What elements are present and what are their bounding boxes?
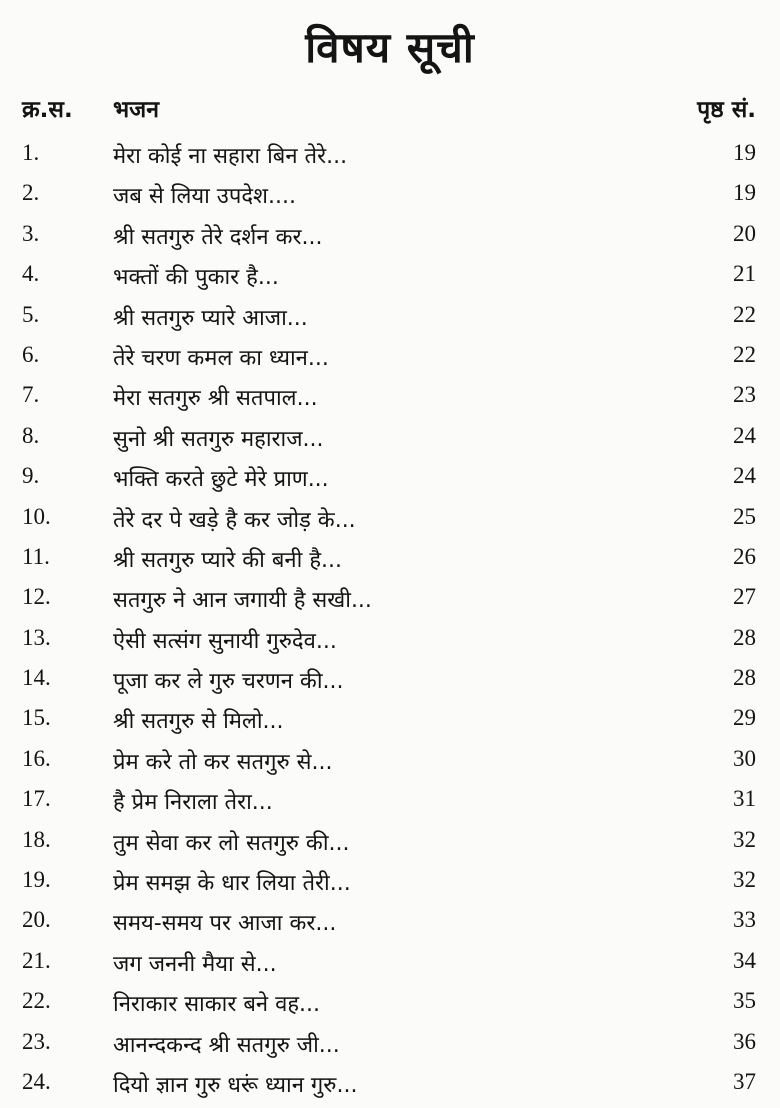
- row-page-number: 30: [733, 745, 756, 771]
- row-bhajan-title: श्री सतगुरु प्यारे की बनी है...: [113, 547, 342, 573]
- row-page-number: 33: [733, 907, 756, 933]
- row-page-number: 19: [733, 140, 756, 165]
- row-page-number: 36: [733, 1028, 756, 1054]
- row-bhajan-title: है प्रेम निराला तेरा...: [113, 790, 273, 816]
- table-row: [0, 174, 780, 214]
- table-row: [0, 215, 780, 255]
- table-row: [0, 619, 780, 659]
- table-row: [0, 699, 780, 739]
- row-page-number: 35: [733, 988, 756, 1014]
- row-serial: 1.: [22, 140, 40, 165]
- row-bhajan-title: मेरा सतगुरु श्री सतपाल...: [113, 386, 318, 412]
- row-serial: 6.: [22, 341, 40, 367]
- table-row: [0, 296, 780, 336]
- toc-list: [0, 134, 780, 1103]
- row-bhajan-title: दियो ज्ञान गुरु धरूं ध्यान गुरु...: [113, 1072, 358, 1098]
- row-serial: 11.: [22, 543, 50, 569]
- table-row: [0, 1063, 780, 1103]
- table-row: [0, 780, 780, 820]
- row-page-number: 25: [733, 503, 756, 529]
- row-page-number: 32: [733, 826, 756, 852]
- row-bhajan-title: तेरे दर पे खड़े है कर जोड़ के...: [113, 507, 356, 533]
- row-page-number: 26: [733, 543, 756, 569]
- row-page-number: 27: [733, 584, 756, 610]
- row-bhajan-title: श्री सतगुरु से मिलो...: [113, 709, 284, 735]
- row-bhajan-title: प्रेम करे तो कर सतगुरु से...: [113, 749, 333, 775]
- row-serial: 16.: [22, 745, 51, 771]
- row-serial: 21.: [22, 947, 51, 973]
- row-serial: 15.: [22, 705, 51, 731]
- row-page-number: 28: [733, 665, 756, 691]
- row-serial: 7.: [22, 382, 40, 408]
- row-serial: 22.: [22, 988, 51, 1014]
- table-row: [0, 821, 780, 861]
- row-serial: 9.: [22, 463, 40, 489]
- table-row: [0, 578, 780, 618]
- row-serial: 13.: [22, 624, 51, 650]
- table-row: [0, 255, 780, 295]
- row-serial: 4.: [22, 261, 40, 287]
- row-serial: 14.: [22, 665, 51, 691]
- row-serial: 8.: [22, 422, 40, 448]
- row-bhajan-title: प्रेम समझ के धार लिया तेरी...: [113, 871, 351, 897]
- row-serial: 19.: [22, 867, 51, 893]
- row-page-number: 21: [733, 261, 756, 287]
- row-serial: 20.: [22, 907, 51, 933]
- page-title: विषय सूची: [305, 23, 475, 72]
- row-serial: 24.: [22, 1068, 51, 1094]
- row-page-number: 29: [733, 705, 756, 731]
- row-bhajan-title: जब से लिया उपदेश....: [113, 184, 296, 210]
- table-row: [0, 134, 780, 174]
- row-serial: 2.: [22, 180, 40, 206]
- row-page-number: 24: [733, 463, 756, 489]
- row-page-number: 32: [733, 867, 756, 893]
- header-bhajan: भजन: [113, 97, 159, 123]
- table-row: [0, 1023, 780, 1063]
- row-bhajan-title: तुम सेवा कर लो सतगुरु की...: [113, 830, 350, 856]
- row-serial: 17.: [22, 786, 51, 812]
- row-serial: 10.: [22, 503, 51, 529]
- row-bhajan-title: श्री सतगुरु प्यारे आजा...: [113, 305, 308, 331]
- table-row: [0, 861, 780, 901]
- table-row: [0, 982, 780, 1022]
- table-row: [0, 901, 780, 941]
- row-page-number: 22: [733, 341, 756, 367]
- row-page-number: 22: [733, 301, 756, 327]
- table-row: [0, 336, 780, 376]
- table-row: [0, 659, 780, 699]
- row-page-number: 23: [733, 382, 756, 408]
- table-row: [0, 942, 780, 982]
- table-row: [0, 538, 780, 578]
- row-serial: 3.: [22, 220, 40, 246]
- table-header: [0, 92, 780, 128]
- row-bhajan-title: मेरा कोई ना सहारा बिन तेरे...: [113, 144, 348, 169]
- row-serial: 23.: [22, 1028, 51, 1054]
- row-page-number: 31: [733, 786, 756, 812]
- row-bhajan-title: ऐसी सत्संग सुनायी गुरुदेव...: [113, 628, 337, 654]
- row-bhajan-title: सुनो श्री सतगुरु महाराज...: [113, 426, 324, 452]
- header-serial: क्र.स.: [22, 97, 73, 123]
- row-page-number: 20: [733, 220, 756, 246]
- row-bhajan-title: आनन्दकन्द श्री सतगुरु जी...: [113, 1032, 340, 1058]
- row-bhajan-title: श्री सतगुरु तेरे दर्शन कर...: [113, 224, 323, 250]
- table-row: [0, 457, 780, 497]
- row-serial: 18.: [22, 826, 51, 852]
- table-row: [0, 417, 780, 457]
- row-serial: 12.: [22, 584, 51, 610]
- row-bhajan-title: तेरे चरण कमल का ध्यान...: [113, 345, 329, 371]
- row-bhajan-title: निराकार साकार बने वह...: [113, 992, 321, 1018]
- row-page-number: 34: [733, 947, 756, 973]
- row-page-number: 37: [733, 1068, 756, 1094]
- table-row: [0, 740, 780, 780]
- row-bhajan-title: समय-समय पर आजा कर...: [113, 911, 337, 937]
- row-bhajan-title: जग जननी मैया से...: [113, 951, 277, 977]
- row-serial: 5.: [22, 301, 40, 327]
- row-bhajan-title: सतगुरु ने आन जगायी है सखी...: [113, 588, 372, 614]
- row-page-number: 19: [733, 180, 756, 206]
- row-bhajan-title: भक्तों की पुकार है...: [113, 265, 279, 291]
- table-row: [0, 498, 780, 538]
- header-page: पृष्ठ सं.: [697, 97, 756, 123]
- row-bhajan-title: पूजा कर ले गुरु चरणन की...: [113, 669, 344, 695]
- row-page-number: 28: [733, 624, 756, 650]
- table-row: [0, 376, 780, 416]
- row-page-number: 24: [733, 422, 756, 448]
- row-bhajan-title: भक्ति करते छुटे मेरे प्राण...: [113, 467, 329, 493]
